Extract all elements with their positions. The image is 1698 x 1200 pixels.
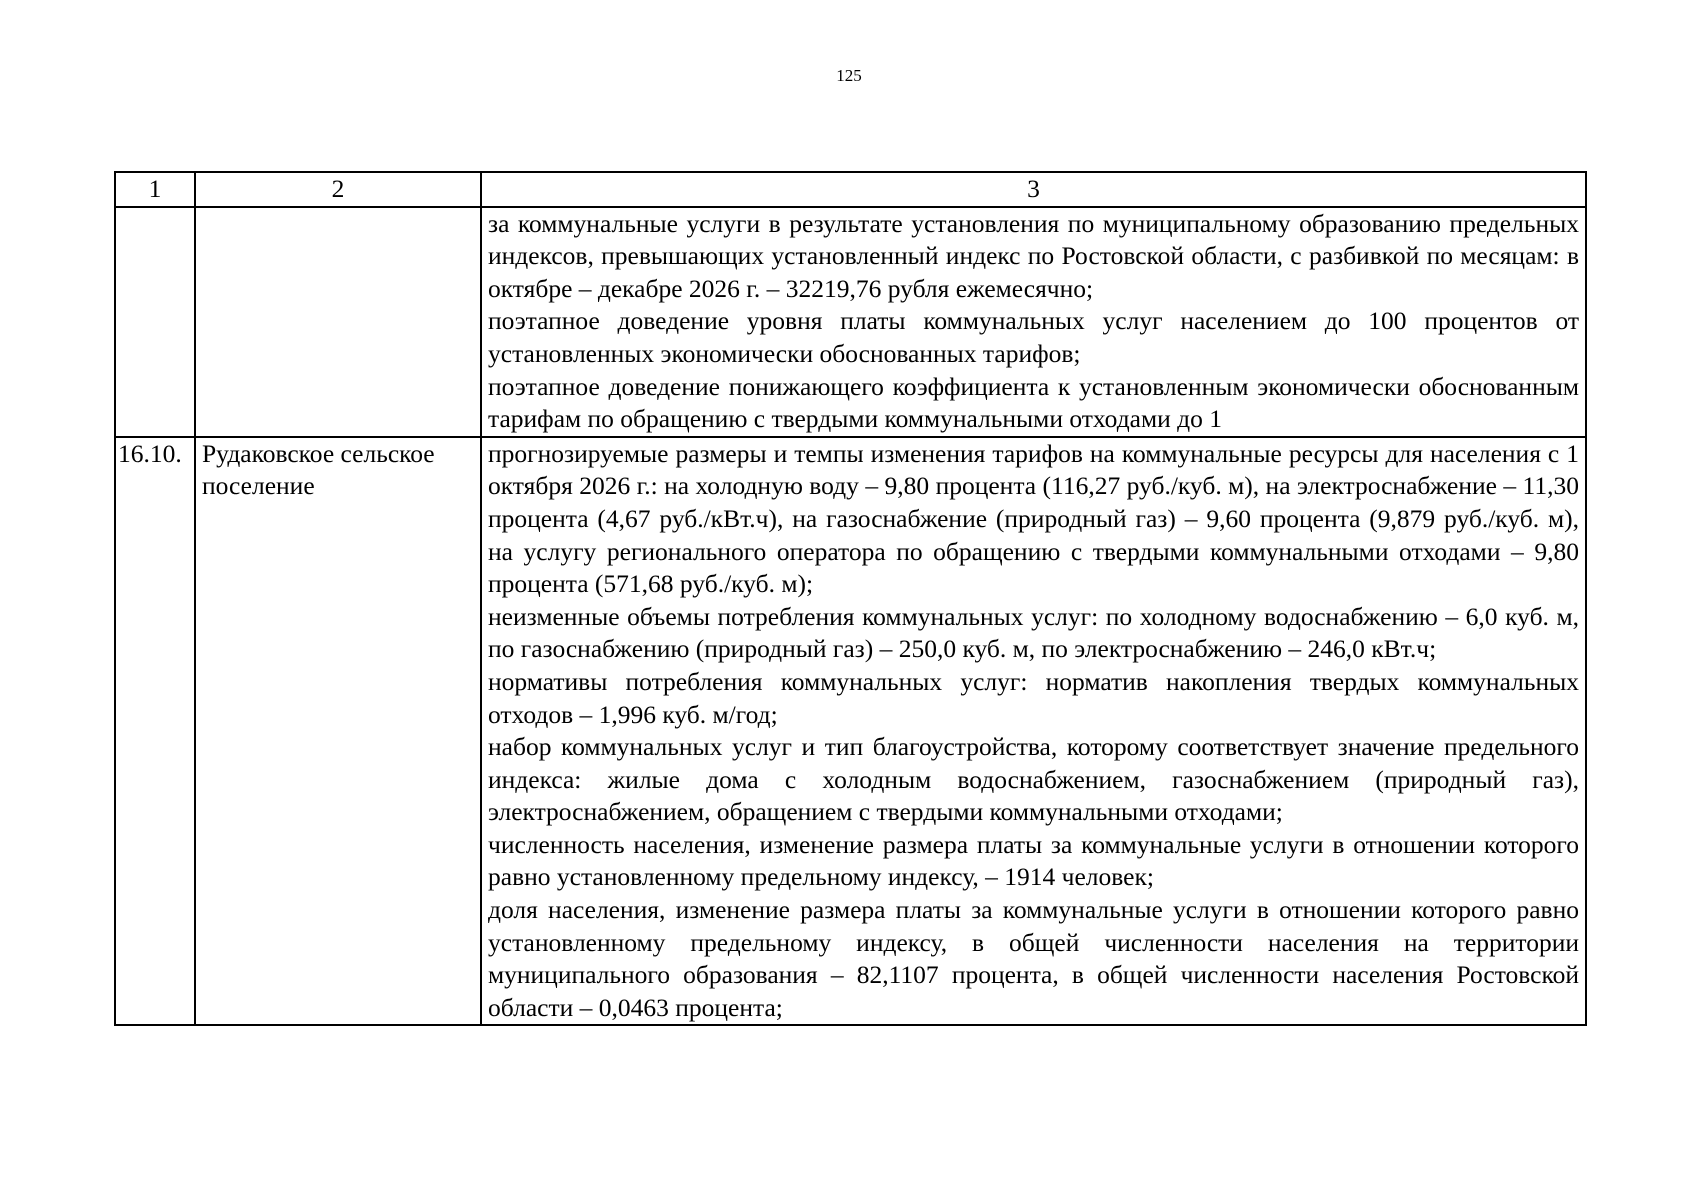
description-cell: [481, 437, 1586, 1026]
description-paragraph: поэтапное доведение уровня платы коммунальных услуг населением до 100 процентов от установленных экономически обоснованных тарифов;: [488, 306, 1579, 368]
description-paragraph: поэтапное доведение понижающего коэффициента к установленным экономически обоснованным тарифам по обращению с твердыми коммунальными отходами до 1: [488, 371, 1579, 434]
description-paragraph: за коммунальные услуги в результате установления по муниципальному образованию предельных индексов, превышающих установленный индекс по Ростовской области, с разбивкой по месяцам: в октябре – декабре 2026 г. – 32219,76 рубля ежемесячно;: [488, 208, 1579, 303]
description-cell: [481, 207, 1586, 437]
table-row: [115, 207, 1586, 437]
table-row: [115, 437, 1586, 1026]
column-header-1: 1: [115, 172, 195, 207]
description-paragraph: нормативы потребления коммунальных услуг: норматив накопления твердых коммунальных отходов – 1,996 куб. м/год;: [488, 666, 1579, 729]
description-paragraph: прогнозируемые размеры и темпы изменения тарифов на коммунальные ресурсы для населения с 1 октября 2026 г.: на холодную воду – 9,80 процента (116,27 руб./куб. м), на электроснабжение – 11,30 процента (4,67 руб./кВт.ч), на газоснабжение (природный газ) – 9,60 процента (9,879 руб./куб. м), на услугу регионального оператора по обращению с твердыми коммунальными отходами – 9,80 процента (571,68 руб./куб. м);: [488, 438, 1579, 599]
row-number-cell: [115, 207, 195, 437]
description-paragraph: набор коммунальных услуг и тип благоустройства, которому соответствует значение предельного индекса: жилые дома с холодным водоснабжением, газоснабжением (природный газ), электроснабжением, обращением с твердыми коммунальными отходами;: [488, 732, 1579, 827]
column-header-2: 2: [195, 172, 481, 207]
municipality-name-cell: [195, 207, 481, 437]
table-header-row: [115, 172, 1586, 207]
page-number: 125: [836, 66, 862, 85]
description-paragraph: доля населения, изменение размера платы за коммунальные услуги в отношении которого равно установленному предельному индексу, в общей численности населения на территории муниципального образования – 82,1107 процента, в общей численности населения Ростовской области – 0,0463 процента;: [488, 895, 1579, 1022]
municipality-name-cell: Рудаковское сельское поселение: [195, 437, 481, 1026]
description-paragraph: численность населения, изменение размера платы за коммунальные услуги в отношении которого равно установленному предельному индексу, – 1914 человек;: [488, 829, 1579, 892]
column-header-3: 3: [481, 172, 1586, 207]
description-paragraph: неизменные объемы потребления коммунальных услуг: по холодному водоснабжению – 6,0 куб. м, по газоснабжению (природный газ) – 250,0 куб. м, по электроснабжению – 246,0 кВт.ч;: [488, 601, 1579, 664]
row-number-cell: 16.10.: [115, 437, 195, 1026]
tariff-table: [114, 171, 1587, 1026]
